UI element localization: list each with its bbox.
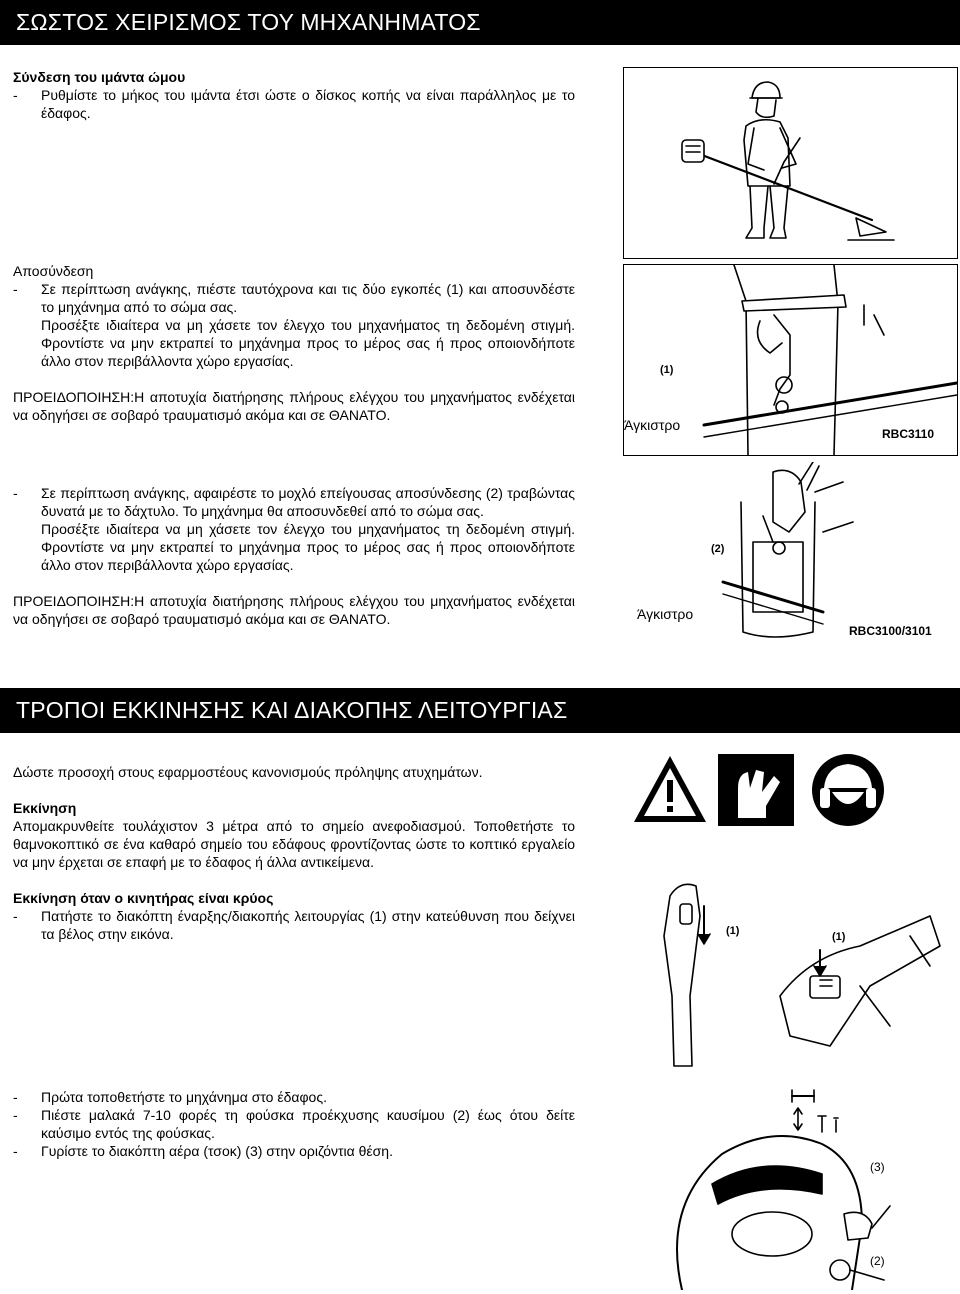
switch-figure xyxy=(660,876,950,1076)
list-dash: - xyxy=(13,87,18,103)
warning-triangle-icon xyxy=(634,756,706,822)
fig3-marker: (2) xyxy=(711,543,725,555)
detach-section xyxy=(13,262,575,424)
fig5-marker-a: (1) xyxy=(726,925,740,937)
detach-instruction-text: Σε περίπτωση ανάγκης, πιέστε ταυτόχρονα και τις δύο εγκοπές (1) και αποσυνδέστε το μηχάνημα από το σώμα σας. xyxy=(41,281,575,315)
primer-choke-illustration xyxy=(622,1084,956,1290)
fig6-marker-3: (3) xyxy=(870,1160,885,1174)
strap-section xyxy=(13,68,575,122)
safety-pictograms xyxy=(630,752,950,828)
list-dash: - xyxy=(13,281,18,297)
fig6-marker-2: (2) xyxy=(870,1254,885,1268)
pull-lever-instruction xyxy=(13,484,575,520)
list-item xyxy=(13,1142,575,1160)
section-header-start-stop xyxy=(0,688,960,733)
gloves-icon xyxy=(718,754,794,826)
safety-intro: Δώστε προσοχή στους εφαρμοστέους κανονισμούς πρόληψης ατυχημάτων. xyxy=(13,764,483,780)
section-header-start-stop-title: ΤΡΟΠΟΙ ΕΚΚΙΝΗΣΗΣ ΚΑΙ ΔΙΑΚΟΠΗΣ ΛΕΙΤΟΥΡΓΙΑΣ xyxy=(16,697,568,723)
start-section-text: Απομακρυνθείτε τουλάχιστον 3 μέτρα από το σημείο ανεφοδιασμού. Τοποθετήστε το θαμνοκοπτικό σε ένα καθαρό σημείο του εδάφους φροντίζοντας ώστε το κοπτικό εργαλείο να μην έρχεται σε επαφή με το έδαφος ή άλλα αντικείμενα. xyxy=(13,818,575,870)
steps-list xyxy=(13,1088,575,1160)
detach-caution-text: Προσέξτε ιδιαίτερα να μη χάσετε τον έλεγχο του μηχανήματος τη δεδομένη στιγμή. Φροντίστε να μην εκτραπεί το μηχάνημα προς το μέρος σας ή προς οποιονδήποτε άλλο στον περιβάλλοντα χώρο εργασίας. xyxy=(41,317,575,369)
fig2-model-code: RBC3110 xyxy=(882,427,935,441)
step-text: Πιέστε μαλακά 7-10 φορές τη φούσκα προέκχυσης καυσίμου (2) έως ότου δείτε καύσιμο εντός της φούσκας. xyxy=(41,1107,575,1141)
cold-start-instruction xyxy=(13,907,575,943)
fig2-caption: Άγκιστρο xyxy=(624,417,681,433)
section-header-handling-title: ΣΩΣΤΟΣ ΧΕΙΡΙΣΜΟΣ ΤΟΥ ΜΗΧΑΝΗΜΑΤΟΣ xyxy=(16,9,481,35)
cold-start-instruction-text: Πατήστε το διακόπτη έναρξης/διακοπής λειτουργίας (1) στην κατεύθυνση που δείχνει τα βέλος στην εικόνα. xyxy=(41,908,575,942)
strap-instruction xyxy=(13,86,575,122)
fig3-caption: Άγκιστρο xyxy=(637,606,694,622)
pull-lever-caution-text: Προσέξτε ιδιαίτερα να μη χάσετε τον έλεγχο του μηχανήματος τη δεδομένη στιγμή. Φροντίστε να μην εκτραπεί το μηχάνημα προς το μέρος σας ή προς οποιονδήποτε άλλο στον περιβάλλοντα χώρο εργασίας. xyxy=(41,521,575,573)
pull-lever-section xyxy=(13,484,575,628)
section-header-handling xyxy=(0,0,960,45)
detach-warning: ΠΡΟΕΙΔΟΠΟΙΗΣΗ:Η αποτυχία διατήρησης πλήρους ελέγχου του μηχανήματος ενδέχεται να οδηγήσει σε σοβαρό τραυματισμό ακόμα και σε ΘΑΝΑΤΟ. xyxy=(13,389,575,423)
detach-instruction xyxy=(13,280,575,316)
list-dash: - xyxy=(13,1143,18,1159)
switch-illustration xyxy=(660,876,950,1076)
list-item xyxy=(13,1088,575,1106)
list-dash: - xyxy=(13,1089,18,1105)
cold-start-title: Εκκίνηση όταν ο κινητήρας είναι κρύος xyxy=(13,890,274,906)
hook-figure-rbc3100 xyxy=(623,462,956,657)
list-item xyxy=(13,1106,575,1142)
operator-illustration xyxy=(624,68,957,258)
start-section-title: Εκκίνηση xyxy=(13,800,77,816)
helmet-ear-protection-icon xyxy=(812,754,884,826)
step-text: Πρώτα τοποθετήστε το μηχάνημα στο έδαφος. xyxy=(41,1089,327,1105)
list-dash: - xyxy=(13,908,18,924)
step-text: Γυρίστε το διακόπτη αέρα (τσοκ) (3) στην οριζόντια θέση. xyxy=(41,1143,393,1159)
pull-lever-warning: ΠΡΟΕΙΔΟΠΟΙΗΣΗ:Η αποτυχία διατήρησης πλήρους ελέγχου του μηχανήματος ενδέχεται να οδηγήσει σε σοβαρό τραυματισμό ακόμα και σε ΘΑΝΑΤΟ. xyxy=(13,593,575,627)
primer-choke-figure xyxy=(622,1084,956,1290)
fig5-marker-b: (1) xyxy=(832,931,846,943)
operator-figure xyxy=(623,67,958,259)
fig3-model-code: RBC3100/3101 xyxy=(849,624,932,638)
detach-section-title: Αποσύνδεση xyxy=(13,263,94,279)
start-section xyxy=(13,763,575,943)
pull-lever-instruction-text: Σε περίπτωση ανάγκης, αφαιρέστε το μοχλό επείγουσας αποσύνδεσης (2) τραβώντας δυνατά με το δάχτυλο. Το μηχάνημα θα αποσυνδεθεί από το σώμα σας. xyxy=(41,485,575,519)
list-dash: - xyxy=(13,485,18,501)
list-dash: - xyxy=(13,1107,18,1123)
strap-instruction-text: Ρυθμίστε το μήκος του ιμάντα έτσι ώστε ο δίσκος κοπής να είναι παράλληλος με το έδαφος. xyxy=(41,87,575,121)
strap-section-title: Σύνδεση του ιμάντα ώμου xyxy=(13,69,186,85)
hook-figure-rbc3110 xyxy=(623,264,958,456)
fig2-marker: (1) xyxy=(660,364,674,376)
